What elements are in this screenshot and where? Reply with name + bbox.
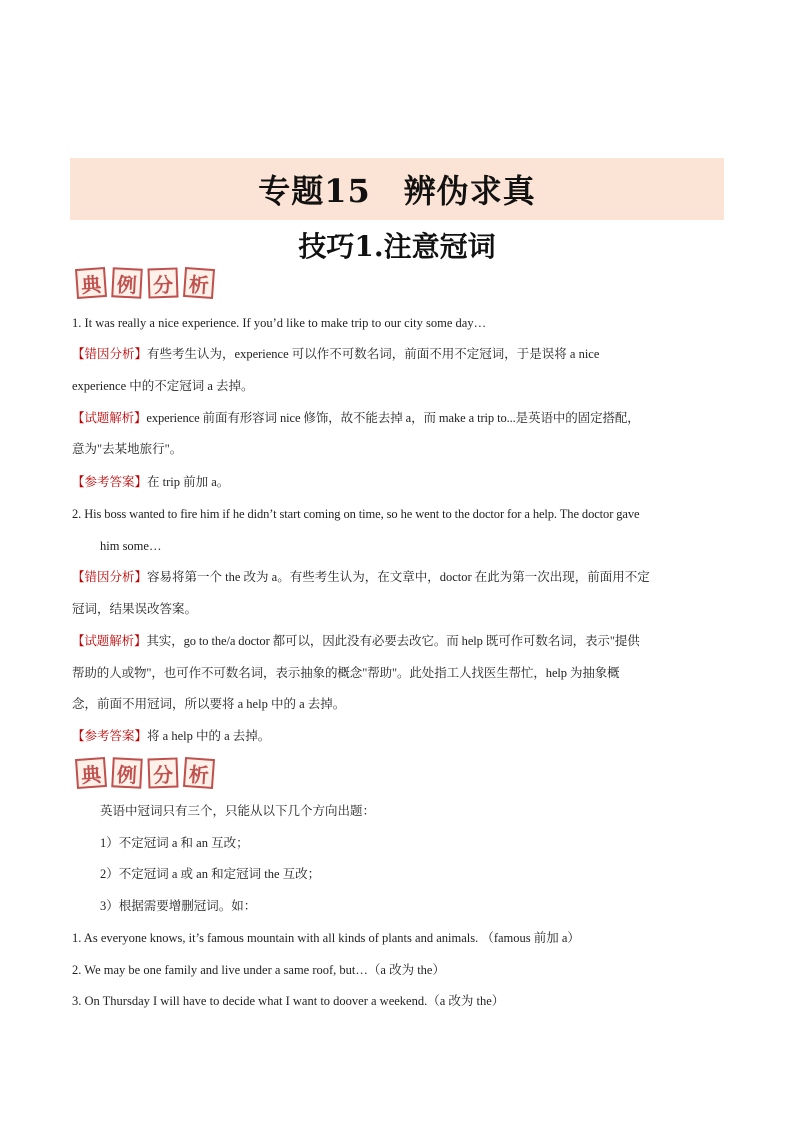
example-2-question-line-2: him some… (100, 539, 162, 553)
answer-tag: 【参考答案】 (72, 729, 148, 743)
stamp-char: 分 (147, 267, 178, 298)
error-tag: 【错因分析】 (72, 347, 148, 361)
example-1-answer (72, 474, 724, 490)
summary-point-1: 1）不定冠词 a 和 an 互改； (100, 836, 249, 850)
answer-text: 将 a help 中的 a 去掉。 (147, 729, 271, 743)
example-2-analysis-line-3: 念，前面不用冠词，所以要将 a help 中的 a 去掉。 (72, 697, 346, 711)
analysis-text: 其实，go to the/a doctor 都可以，因此没有必要去改它。而 help 既可作可数名词，表示"提供 (146, 634, 640, 648)
answer-text: 在 trip 前加 a。 (147, 475, 230, 489)
summary-intro: 英语中冠词只有三个，只能从以下几个方向出题： (100, 804, 376, 818)
error-text: 有些考生认为，experience 可以作不可数名词，前面不用不定冠词，于是误将 a nice (147, 347, 600, 361)
page-title: 专题15 辨伪求真 (258, 172, 536, 210)
example-2-analysis-line-1 (72, 633, 724, 649)
error-text: 容易将第一个 the 改为 a。有些考生认为，在文章中，doctor 在此为第一次出现，前面用不定 (147, 570, 650, 584)
summary-example-1: 1. As everyone knows, it’s famous mountain with all kinds of plants and animals. （famous 前加 a） (72, 931, 580, 945)
summary-example-3: 3. On Thursday I will have to decide what I want to doover a weekend.（a 改为 the） (72, 994, 505, 1008)
section-subtitle: 技巧1.注意冠词 (298, 230, 496, 263)
example-analysis-badge (76, 268, 214, 298)
analysis-tag: 【试题解析】 (72, 634, 147, 648)
summary-point-3: 3）根据需要增删冠词。如： (100, 899, 257, 913)
stamp-char: 例 (111, 267, 143, 299)
error-tag: 【错因分析】 (72, 570, 148, 584)
example-1-analysis-line-2: 意为"去某地旅行"。 (72, 442, 183, 456)
summary-example-2: 2. We may be one family and live under a same roof, but…（a 改为 the） (72, 963, 445, 977)
analysis-tag: 【试题解析】 (72, 411, 147, 425)
answer-tag: 【参考答案】 (72, 475, 148, 489)
example-2-error-line-1 (72, 569, 724, 585)
stamp-char: 分 (147, 757, 178, 788)
stamp-char: 典 (75, 267, 107, 299)
example-2-question-line-1: 2. His boss wanted to fire him if he didn’t start coming on time, so he went to the doctor for a help. The doctor gave (72, 507, 640, 521)
example-analysis-badge-2 (76, 758, 214, 788)
stamp-char: 例 (111, 757, 143, 789)
stamp-char: 析 (183, 757, 215, 789)
stamp-char: 析 (183, 267, 215, 299)
example-2-answer (72, 728, 724, 744)
title-band (70, 158, 724, 220)
summary-point-2: 2）不定冠词 a 或 an 和定冠词 the 互改； (100, 867, 321, 881)
example-2-error-line-2: 冠词，结果误改答案。 (72, 602, 198, 616)
example-1-question: 1. It was really a nice experience. If you’d like to make trip to our city some day… (72, 316, 487, 330)
example-1-analysis-line-1 (72, 410, 724, 426)
example-1-error-line-1 (72, 346, 724, 362)
stamp-char: 典 (75, 757, 107, 789)
example-2-analysis-line-2: 帮助的人或物"，也可作不可数名词，表示抽象的概念"帮助"。此处指工人找医生帮忙，help 为抽象概 (72, 666, 620, 680)
analysis-text: experience 前面有形容词 nice 修饰，故不能去掉 a，而 make a trip to...是英语中的固定搭配， (146, 411, 640, 425)
example-1-error-line-2: experience 中的不定冠词 a 去掉。 (72, 379, 254, 393)
